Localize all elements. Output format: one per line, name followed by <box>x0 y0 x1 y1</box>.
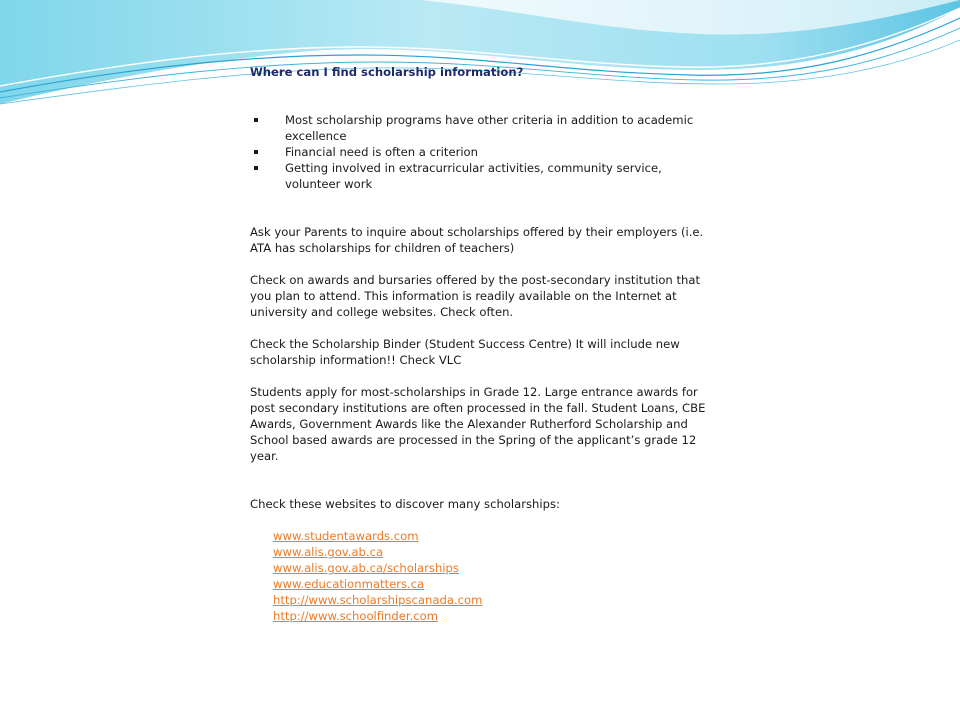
square-bullet-icon <box>254 166 258 170</box>
post-secondary-paragraph: Check on awards and bursaries offered by the post-secondary institution that you plan to attend. This information is readily available on the Internet at university and college websites. Check often. <box>250 273 700 319</box>
list-item <box>273 592 710 608</box>
bullet-text: Getting involved in extracurricular activities, community service, volunteer work <box>285 161 662 191</box>
criteria-bullet-list <box>250 112 710 192</box>
bullet-text: Financial need is often a criterion <box>285 145 479 159</box>
list-item <box>273 560 710 576</box>
list-item <box>273 608 710 624</box>
website-link-list <box>273 528 710 624</box>
list-item <box>273 544 710 560</box>
parents-paragraph: Ask your Parents to inquire about scholarships offered by their employers (i.e. ATA has scholarships for children of teachers) <box>250 225 704 255</box>
slide-title: Where can I find scholarship information? <box>250 65 524 79</box>
bullet-item <box>250 112 710 144</box>
bullet-item <box>250 160 710 192</box>
list-item <box>273 576 710 592</box>
list-item <box>273 528 710 544</box>
link-educationmatters[interactable]: www.educationmatters.ca <box>273 577 425 591</box>
bullet-item <box>250 144 710 160</box>
bullet-text: Most scholarship programs have other criteria in addition to academic excellence <box>285 113 694 143</box>
slide-content <box>250 64 710 624</box>
link-scholarshipscanada[interactable]: http://www.scholarshipscanada.com <box>273 593 483 607</box>
link-studentawards[interactable]: www.studentawards.com <box>273 529 419 543</box>
link-alis[interactable]: www.alis.gov.ab.ca <box>273 545 384 559</box>
grade-12-paragraph: Students apply for most-scholarships in Grade 12. Large entrance awards for post secondary institutions are often processed in the fall. Student Loans, CBE Awards, Government Awards like the Alexander Rutherford Scholarship and School based awards are processed in the Spring of the applicant’s grade 12 year. <box>250 385 706 463</box>
websites-intro: Check these websites to discover many scholarships: <box>250 497 560 511</box>
link-alis-scholarships[interactable]: www.alis.gov.ab.ca/scholarships <box>273 561 459 575</box>
square-bullet-icon <box>254 118 258 122</box>
scholarship-binder-paragraph: Check the Scholarship Binder (Student Success Centre) It will include new scholarship information!! Check VLC <box>250 337 680 367</box>
square-bullet-icon <box>254 150 258 154</box>
link-schoolfinder[interactable]: http://www.schoolfinder.com <box>273 609 439 623</box>
